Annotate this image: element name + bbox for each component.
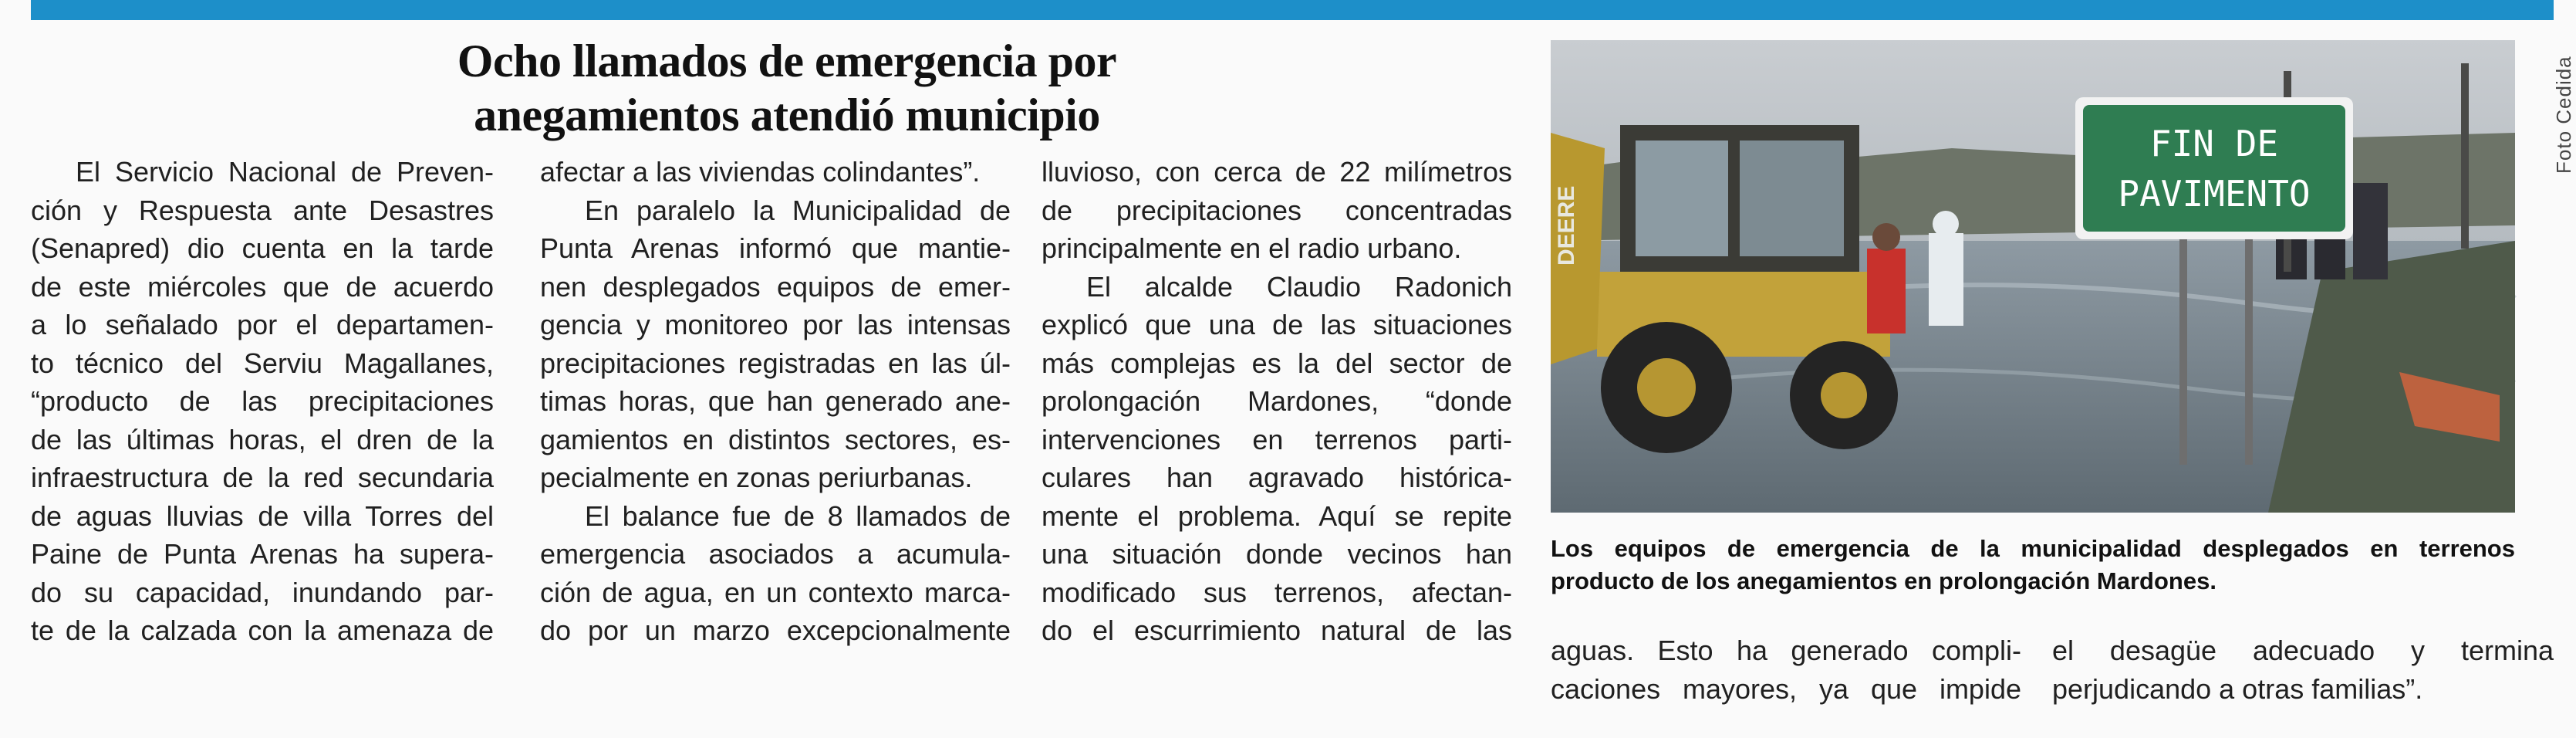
column-1-line: infraestructura de la red secundaria xyxy=(31,462,494,493)
column-2-line: gamientos en distintos sectores, es- xyxy=(540,423,1011,455)
column-3-line: explicó que una de las situaciones xyxy=(1042,309,1512,340)
column-1-line: a lo señalado por el departamen- xyxy=(31,309,494,340)
column-1-line: de este miércoles que de acuerdo xyxy=(31,270,494,303)
column-2-line: ción de agua, en un contexto marca- xyxy=(540,576,1011,608)
column-2-line: El balance fue de 8 llamados de xyxy=(585,499,1011,532)
column-3-line: lluvioso, con cerca de 22 milímetros xyxy=(1042,156,1512,188)
sign-text-line-1: FIN DE xyxy=(2149,123,2279,164)
column-4-line: caciones mayores, ya que impide xyxy=(1551,672,2021,705)
column-2-line: gencia y monitoreo por las intensas xyxy=(540,309,1011,340)
column-3-line: intervenciones en terrenos parti- xyxy=(1042,423,1512,455)
column-3-line: El alcalde Claudio Radonich xyxy=(1086,270,1512,303)
photo-caption xyxy=(1551,533,2515,598)
column-5-line: el desagüe adecuado y termina xyxy=(2052,635,2554,666)
column-1-line: to técnico del Serviu Magallanes, xyxy=(31,347,494,379)
column-2-line: emergencia asociados a acumula- xyxy=(540,538,1011,570)
caption-line-1: Los equipos de emergencia de la municipalidad desplegados en terrenos xyxy=(1551,535,2515,562)
headline-line-2: anegamientos atendió municipio xyxy=(474,90,1100,140)
machine-label: DEERE xyxy=(1554,185,1579,266)
headline xyxy=(31,34,1543,142)
news-photo xyxy=(1551,40,2515,513)
section-color-bar xyxy=(31,0,2554,20)
article-column-5 xyxy=(2052,631,2554,708)
column-3-line: principalmente en el radio urbano. xyxy=(1042,232,1462,264)
column-3-line: modificado sus terrenos, afectan- xyxy=(1042,576,1512,608)
caption-line-2: producto de los anegamientos en prolongación Mardones. xyxy=(1551,567,2216,594)
column-2-line: pecialmente en zonas periurbanas. xyxy=(540,462,973,493)
column-1-line: te de la calzada con la amenaza de xyxy=(31,614,494,646)
article-column-1 xyxy=(31,153,494,650)
column-3-line: de precipitaciones concentradas xyxy=(1042,194,1512,226)
article-column-3 xyxy=(1042,153,1512,650)
column-2-line: nen desplegados equipos de emer- xyxy=(540,270,1011,303)
article-column-4 xyxy=(1551,631,2021,708)
headline-line-1: Ocho llamados de emergencia por xyxy=(457,36,1117,86)
column-2-line: precipitaciones registradas en las úl- xyxy=(540,347,1011,379)
column-3-line: culares han agravado históricа- xyxy=(1042,462,1512,493)
photo-credit: Foto Cedida xyxy=(2552,56,2575,174)
column-3-line: mente el problema. Aquí se repite xyxy=(1042,499,1512,532)
column-3-line: una situación donde vecinos han xyxy=(1042,538,1512,570)
column-2-line: En paralelo la Municipalidad de xyxy=(585,194,1011,226)
column-3-line: prolongación Mardones, “donde xyxy=(1042,385,1512,417)
column-5-line: perjudicando a otras familias”. xyxy=(2052,672,2423,705)
column-2-line: Punta Arenas informó que mantie- xyxy=(540,232,1011,264)
column-1-line: de aguas lluvias de villa Torres del xyxy=(31,499,494,532)
column-1-line: ción y Respuesta ante Desastres xyxy=(31,194,494,226)
column-2-line: do por un marzo excepcionalmente xyxy=(540,614,1011,646)
article-column-2 xyxy=(540,153,1011,650)
column-3-line: más complejas es la del sector de xyxy=(1042,347,1512,379)
column-1-line: El Servicio Nacional de Preven- xyxy=(76,156,494,188)
column-1-line: “producto de las precipitaciones xyxy=(31,385,494,417)
column-4-line: aguas. Esto ha generado compli- xyxy=(1551,635,2021,666)
column-1-line: de las últimas horas, el dren de la xyxy=(31,423,494,455)
column-1-line: Paine de Punta Arenas ha supera- xyxy=(31,538,494,570)
column-1-line: do su capacidad, inundando par- xyxy=(31,576,494,608)
column-2-line: timas horas, que han generado ane- xyxy=(540,385,1011,417)
column-2-line: afectar a las viviendas colindantes”. xyxy=(540,156,981,188)
sign-text-line-2: PAVIMENTO xyxy=(2118,173,2311,215)
column-1-line: (Senapred) dio cuenta en la tarde xyxy=(31,232,494,264)
column-3-line: do el escurrimiento natural de las xyxy=(1042,614,1512,646)
